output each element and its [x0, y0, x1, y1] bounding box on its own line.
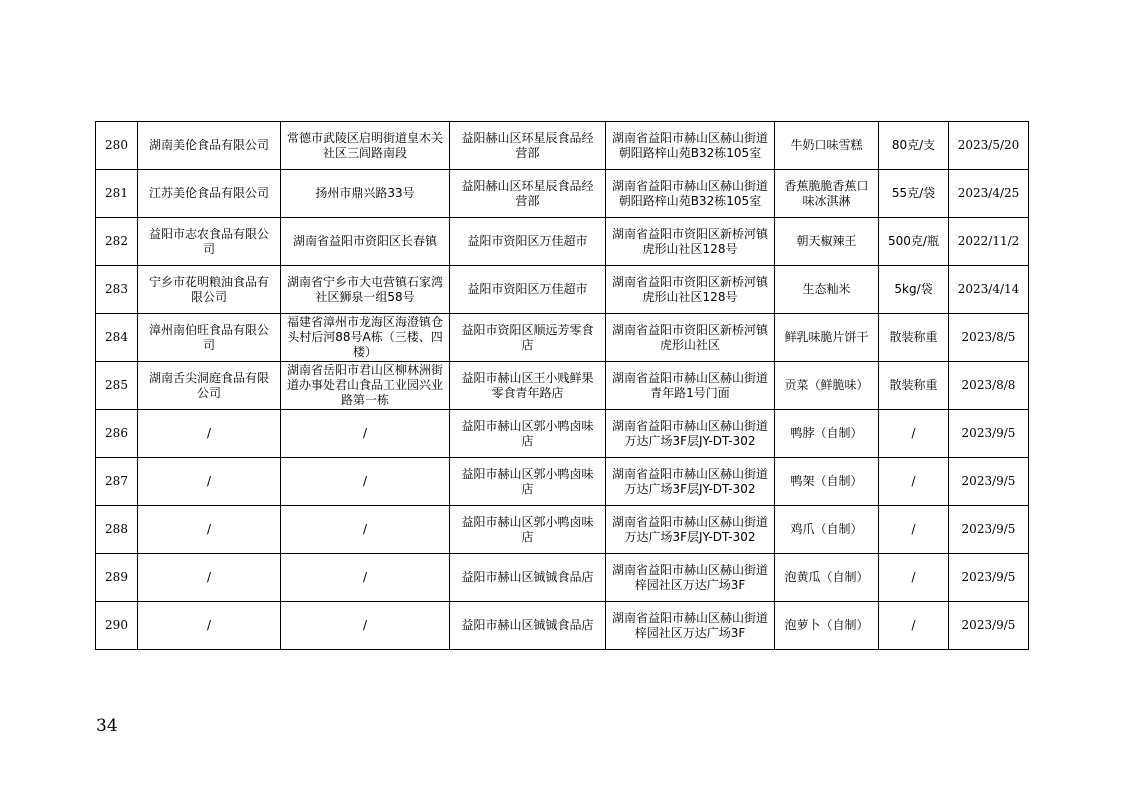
seller-name-cell: 益阳市赫山区郭小鸭卤味店: [450, 458, 606, 506]
seller-address-cell: 湖南省益阳市赫山区赫山街道万达广场3F层JY-DT-302: [606, 506, 775, 554]
sampling-results-table: [95, 121, 1029, 650]
seller-address-cell: 湖南省益阳市资阳区新桥河镇虎形山社区: [606, 314, 775, 362]
row-number-cell: 283: [96, 266, 138, 314]
producer-address-cell: 湖南省岳阳市君山区柳林洲街道办事处君山食品工业园兴业路第一栋: [281, 362, 450, 410]
table-row: [96, 170, 1029, 218]
product-name-cell: 朝天椒辣王: [775, 218, 879, 266]
product-name-cell: 鲜乳味脆片饼干: [775, 314, 879, 362]
seller-address-cell: 湖南省益阳市赫山区赫山街道朝阳路梓山苑B32栋105室: [606, 122, 775, 170]
row-number-cell: 280: [96, 122, 138, 170]
row-number-cell: 290: [96, 602, 138, 650]
product-name-cell: 生态籼米: [775, 266, 879, 314]
seller-address-cell: 湖南省益阳市资阳区新桥河镇虎形山社区128号: [606, 218, 775, 266]
seller-address-cell: 湖南省益阳市赫山区赫山街道万达广场3F层JY-DT-302: [606, 410, 775, 458]
table-row: [96, 362, 1029, 410]
producer-name-cell: 益阳市志农食品有限公司: [138, 218, 281, 266]
seller-address-cell: 湖南省益阳市资阳区新桥河镇虎形山社区128号: [606, 266, 775, 314]
row-number-cell: 286: [96, 410, 138, 458]
seller-name-cell: 益阳市资阳区万佳超市: [450, 218, 606, 266]
producer-address-cell: /: [281, 554, 450, 602]
row-number-cell: 288: [96, 506, 138, 554]
specification-cell: 5kg/袋: [879, 266, 949, 314]
production-date-cell: 2023/9/5: [949, 506, 1029, 554]
seller-name-cell: 益阳市赫山区铖铖食品店: [450, 554, 606, 602]
table-row: [96, 266, 1029, 314]
seller-name-cell: 益阳市赫山区铖铖食品店: [450, 602, 606, 650]
producer-address-cell: 湖南省益阳市资阳区长春镇: [281, 218, 450, 266]
seller-name-cell: 益阳赫山区环星辰食品经营部: [450, 170, 606, 218]
producer-address-cell: 常德市武陵区启明街道皇木关社区三闾路南段: [281, 122, 450, 170]
producer-name-cell: /: [138, 602, 281, 650]
production-date-cell: 2023/4/14: [949, 266, 1029, 314]
producer-name-cell: 湖南美伦食品有限公司: [138, 122, 281, 170]
specification-cell: /: [879, 458, 949, 506]
table-row: [96, 554, 1029, 602]
producer-name-cell: 漳州南伯旺食品有限公司: [138, 314, 281, 362]
product-name-cell: 牛奶口味雪糕: [775, 122, 879, 170]
producer-address-cell: 扬州市鼎兴路33号: [281, 170, 450, 218]
producer-name-cell: /: [138, 458, 281, 506]
production-date-cell: 2023/9/5: [949, 458, 1029, 506]
producer-address-cell: 湖南省宁乡市大屯营镇石家湾社区狮泉一组58号: [281, 266, 450, 314]
seller-address-cell: 湖南省益阳市赫山区赫山街道朝阳路梓山苑B32栋105室: [606, 170, 775, 218]
product-name-cell: 贡菜（鲜脆味）: [775, 362, 879, 410]
producer-name-cell: 宁乡市花明粮油食品有限公司: [138, 266, 281, 314]
producer-address-cell: 福建省漳州市龙海区海澄镇仓头村后河88号A栋（三楼、四楼）: [281, 314, 450, 362]
producer-name-cell: 湖南舌尖洞庭食品有限公司: [138, 362, 281, 410]
specification-cell: /: [879, 554, 949, 602]
producer-name-cell: /: [138, 506, 281, 554]
row-number-cell: 281: [96, 170, 138, 218]
product-name-cell: 泡黄瓜（自制）: [775, 554, 879, 602]
seller-name-cell: 益阳市赫山区郭小鸭卤味店: [450, 410, 606, 458]
table-row: [96, 122, 1029, 170]
product-name-cell: 鸡爪（自制）: [775, 506, 879, 554]
producer-address-cell: /: [281, 410, 450, 458]
row-number-cell: 289: [96, 554, 138, 602]
specification-cell: 55克/袋: [879, 170, 949, 218]
specification-cell: 80克/支: [879, 122, 949, 170]
table-row: [96, 218, 1029, 266]
producer-address-cell: /: [281, 506, 450, 554]
table-row: [96, 458, 1029, 506]
seller-name-cell: 益阳市资阳区顺远芳零食店: [450, 314, 606, 362]
producer-name-cell: /: [138, 554, 281, 602]
producer-name-cell: /: [138, 410, 281, 458]
production-date-cell: 2023/4/25: [949, 170, 1029, 218]
production-date-cell: 2023/8/5: [949, 314, 1029, 362]
row-number-cell: 285: [96, 362, 138, 410]
table-row: [96, 506, 1029, 554]
seller-address-cell: 湖南省益阳市赫山区赫山街道青年路1号门面: [606, 362, 775, 410]
seller-name-cell: 益阳赫山区环星辰食品经营部: [450, 122, 606, 170]
production-date-cell: 2023/9/5: [949, 554, 1029, 602]
seller-address-cell: 湖南省益阳市赫山区赫山街道梓园社区万达广场3F: [606, 602, 775, 650]
product-name-cell: 鸭架（自制）: [775, 458, 879, 506]
table-row: [96, 314, 1029, 362]
specification-cell: /: [879, 506, 949, 554]
producer-address-cell: /: [281, 602, 450, 650]
specification-cell: 散装称重: [879, 362, 949, 410]
row-number-cell: 287: [96, 458, 138, 506]
product-name-cell: 鸭脖（自制）: [775, 410, 879, 458]
specification-cell: 散装称重: [879, 314, 949, 362]
sampling-table-container: [95, 121, 1028, 650]
production-date-cell: 2023/8/8: [949, 362, 1029, 410]
producer-address-cell: /: [281, 458, 450, 506]
seller-address-cell: 湖南省益阳市赫山区赫山街道梓园社区万达广场3F: [606, 554, 775, 602]
product-name-cell: 香蕉脆脆香蕉口味冰淇淋: [775, 170, 879, 218]
production-date-cell: 2023/5/20: [949, 122, 1029, 170]
seller-name-cell: 益阳市赫山区王小贱鲜果零食青年路店: [450, 362, 606, 410]
table-body: [96, 122, 1029, 650]
row-number-cell: 284: [96, 314, 138, 362]
table-row: [96, 602, 1029, 650]
production-date-cell: 2023/9/5: [949, 410, 1029, 458]
seller-name-cell: 益阳市赫山区郭小鸭卤味店: [450, 506, 606, 554]
seller-address-cell: 湖南省益阳市赫山区赫山街道万达广场3F层JY-DT-302: [606, 458, 775, 506]
table-row: [96, 410, 1029, 458]
production-date-cell: 2022/11/2: [949, 218, 1029, 266]
specification-cell: 500克/瓶: [879, 218, 949, 266]
page-number: 34: [96, 716, 118, 736]
production-date-cell: 2023/9/5: [949, 602, 1029, 650]
specification-cell: /: [879, 410, 949, 458]
producer-name-cell: 江苏美伦食品有限公司: [138, 170, 281, 218]
product-name-cell: 泡萝卜（自制）: [775, 602, 879, 650]
seller-name-cell: 益阳市资阳区万佳超市: [450, 266, 606, 314]
specification-cell: /: [879, 602, 949, 650]
row-number-cell: 282: [96, 218, 138, 266]
